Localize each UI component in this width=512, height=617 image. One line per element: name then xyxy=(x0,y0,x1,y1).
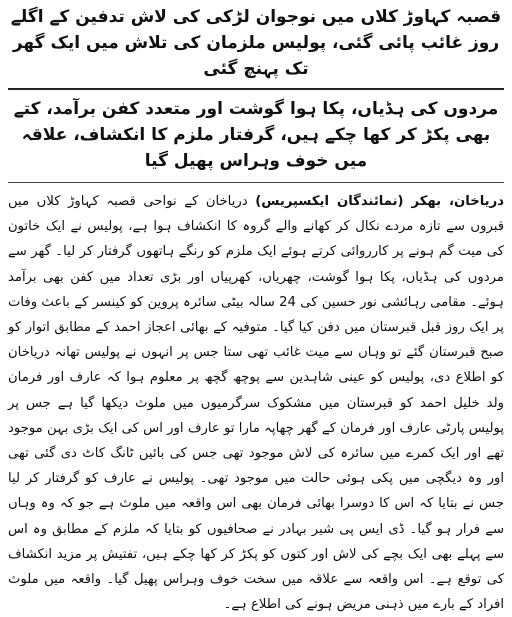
article-subhead: مردوں کی ہڈیاں، پکا ہوا گوشت اور متعدد کفن برآمد، کتے بھی پکڑ کر کھا چکے ہیں، گرفتار ملزم کا انکشاف، علاقہ میں خوف وہراس پھیل گیا xyxy=(13,99,499,171)
subhead-divider xyxy=(8,182,504,183)
article-headline: قصبہ کہاوڑ کلاں میں نوجوان لڑکی کی لاش تدفین کے اگلے روز غائب پائی گئی، پولیس ملزمان کی تلاش میں ایک گھر تک پہنچ گئی xyxy=(10,7,502,79)
headline-divider xyxy=(8,88,504,90)
article-body-text: دریاخان کے نواحی قصبہ کہاوڑ کلاں میں قبروں سے تازہ مردے نکال کر کھانے والے گروہ کا انکشاف ہوا ہے، پولیس نے ایک خاتون کی میت گم ہونے پر کارروائی کرتے ہوئے ایک ملزم کو رنگے ہاتھوں گرفتار کر لیا۔ گھر سے مردوں کی ہڈیاں، پکا ہوا گوشت، چھریاں، کھرپیاں اور بڑی تعداد میں کفن بھی برآمد ہوئے۔ مقامی رہائشی نور حسین کی 24 سالہ بیٹی سائرہ پروین کو کینسر کے باعث وفات پر ایک روز قبل قبرستان میں دفن کیا گیا۔ متوفیہ کے بھائی اعجاز احمد کے مطابق اتوار کو صبح قبرستان گئے تو وہاں سے میت غائب تھی ستا جس پر انہوں نے پولیس تھانہ دریاخان کو اطلاع دی، پولیس کو عینی شاہدین سے پوچھ گچھ پر معلوم ہوا کہ عارف اور فرمان ولد خلیل احمد کو قبرستان میں مشکوک سرگرمیوں میں ملوث دیکھا گیا ہے جس پر پولیس پارٹی عارف اور فرمان کے گھر چھاپہ مارا تو عارف اور اس کی ایک بڑی بہن موجود تھے اور ایک کمرے میں سائرہ کی لاش موجود تھی جس کی بائیں ٹانگ کاٹ دی گئی تھی اور وہ دیگچی میں پکی ہوئی حالت میں موجود تھی۔ پولیس نے عارف کو گرفتار کر لیا جس نے بتایا کہ اس کا دوسرا بھائی فرمان بھی اس واقعہ میں ملوث ہے جو کہ وہ وہاں سے فرار ہو گیا۔ ڈی ایس پی شیر بہادر نے صحافیوں کو بتایا کہ ملزم کے مطابق وہ اس سے پہلے بھی ایک بچے کی لاش اور کتوں کو پکڑ کر کھا چکے ہیں، تفتیش پر مزید انکشاف کی توقع ہے۔ اس واقعہ سے علاقہ میں سخت خوف وہراس پھیل گیا۔ واقعہ میں ملوث افراد کے بارے میں ذہنی مریض ہونے کی اطلاع ہے۔ xyxy=(8,194,504,613)
article-body xyxy=(8,189,504,617)
article-dateline: دریاخان، بھکر (نمائندگان ایکسپریس) xyxy=(255,194,504,209)
